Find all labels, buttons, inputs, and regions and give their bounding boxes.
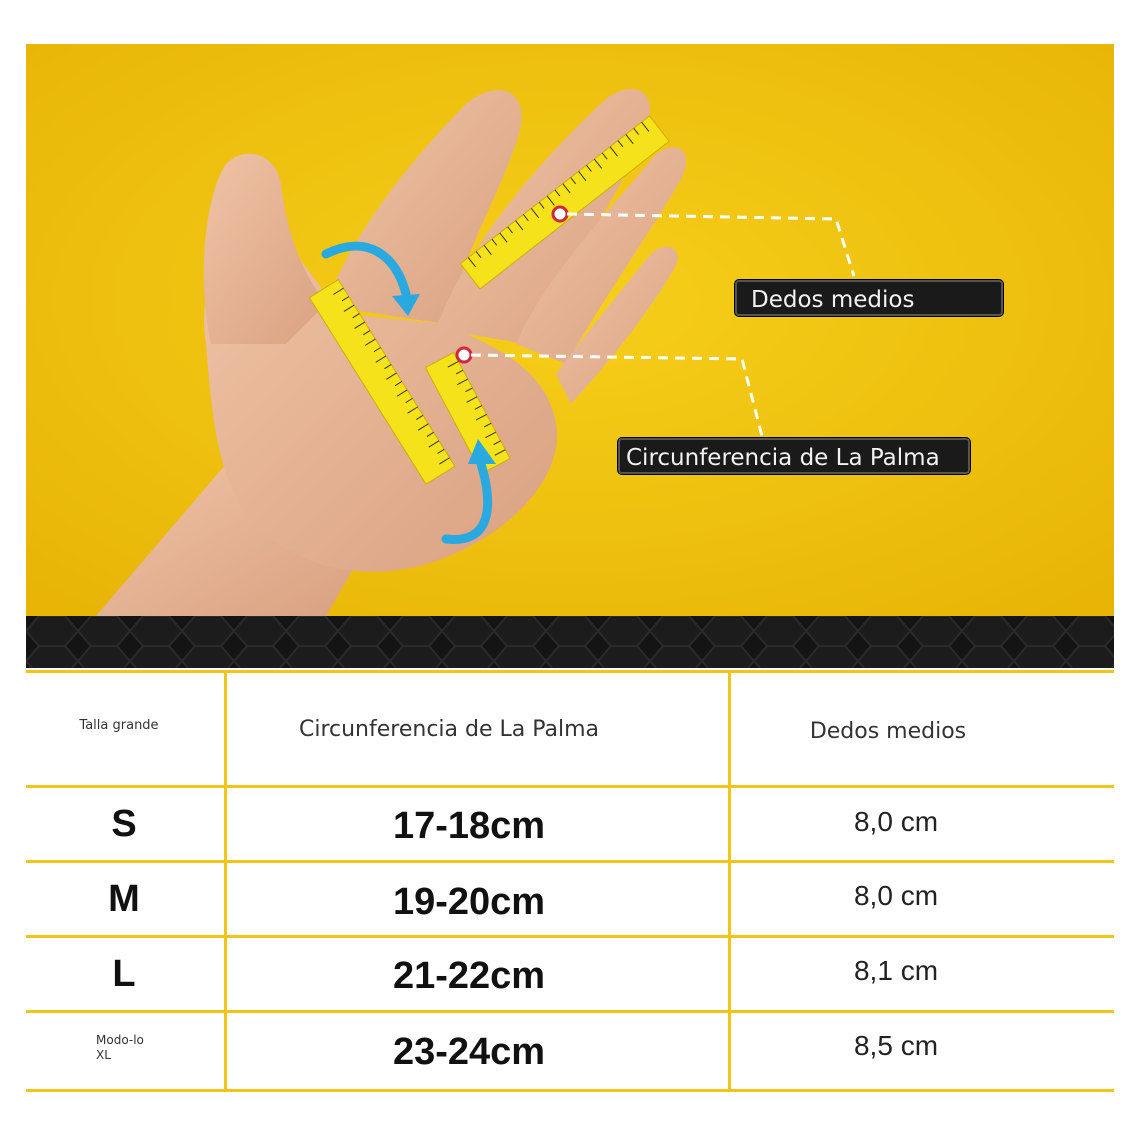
honeycomb-band	[26, 616, 1114, 668]
palm-range: 17-18cm	[392, 804, 546, 847]
header-palm: Circunferencia de La Palma	[298, 716, 600, 742]
palm-range: 21-22cm	[392, 954, 546, 997]
callout-fingers: Dedos medios	[735, 280, 1003, 316]
size-label: S	[111, 802, 137, 845]
table-border	[26, 1089, 1114, 1092]
header-fingers: Dedos medios	[809, 718, 967, 744]
finger-point-marker	[553, 207, 567, 221]
size-table	[26, 670, 1114, 1092]
finger-length: 8,5 cm	[853, 1030, 939, 1061]
palm-point-marker	[457, 348, 471, 362]
size-label: M	[108, 877, 140, 920]
palm-range: 19-20cm	[392, 880, 546, 923]
callout-palm: Circunferencia de La Palma	[618, 438, 970, 474]
hand-illustration	[26, 44, 1114, 616]
finger-length: 8,0 cm	[853, 880, 939, 911]
size-label: L	[112, 952, 136, 995]
palm-range: 23-24cm	[392, 1030, 546, 1073]
size-label: Modo-lo XL	[96, 1033, 144, 1062]
finger-length: 8,1 cm	[853, 955, 939, 986]
header-size: Talla grande	[79, 717, 159, 733]
hand-measurement-photo	[26, 44, 1114, 616]
finger-length: 8,0 cm	[853, 806, 939, 837]
